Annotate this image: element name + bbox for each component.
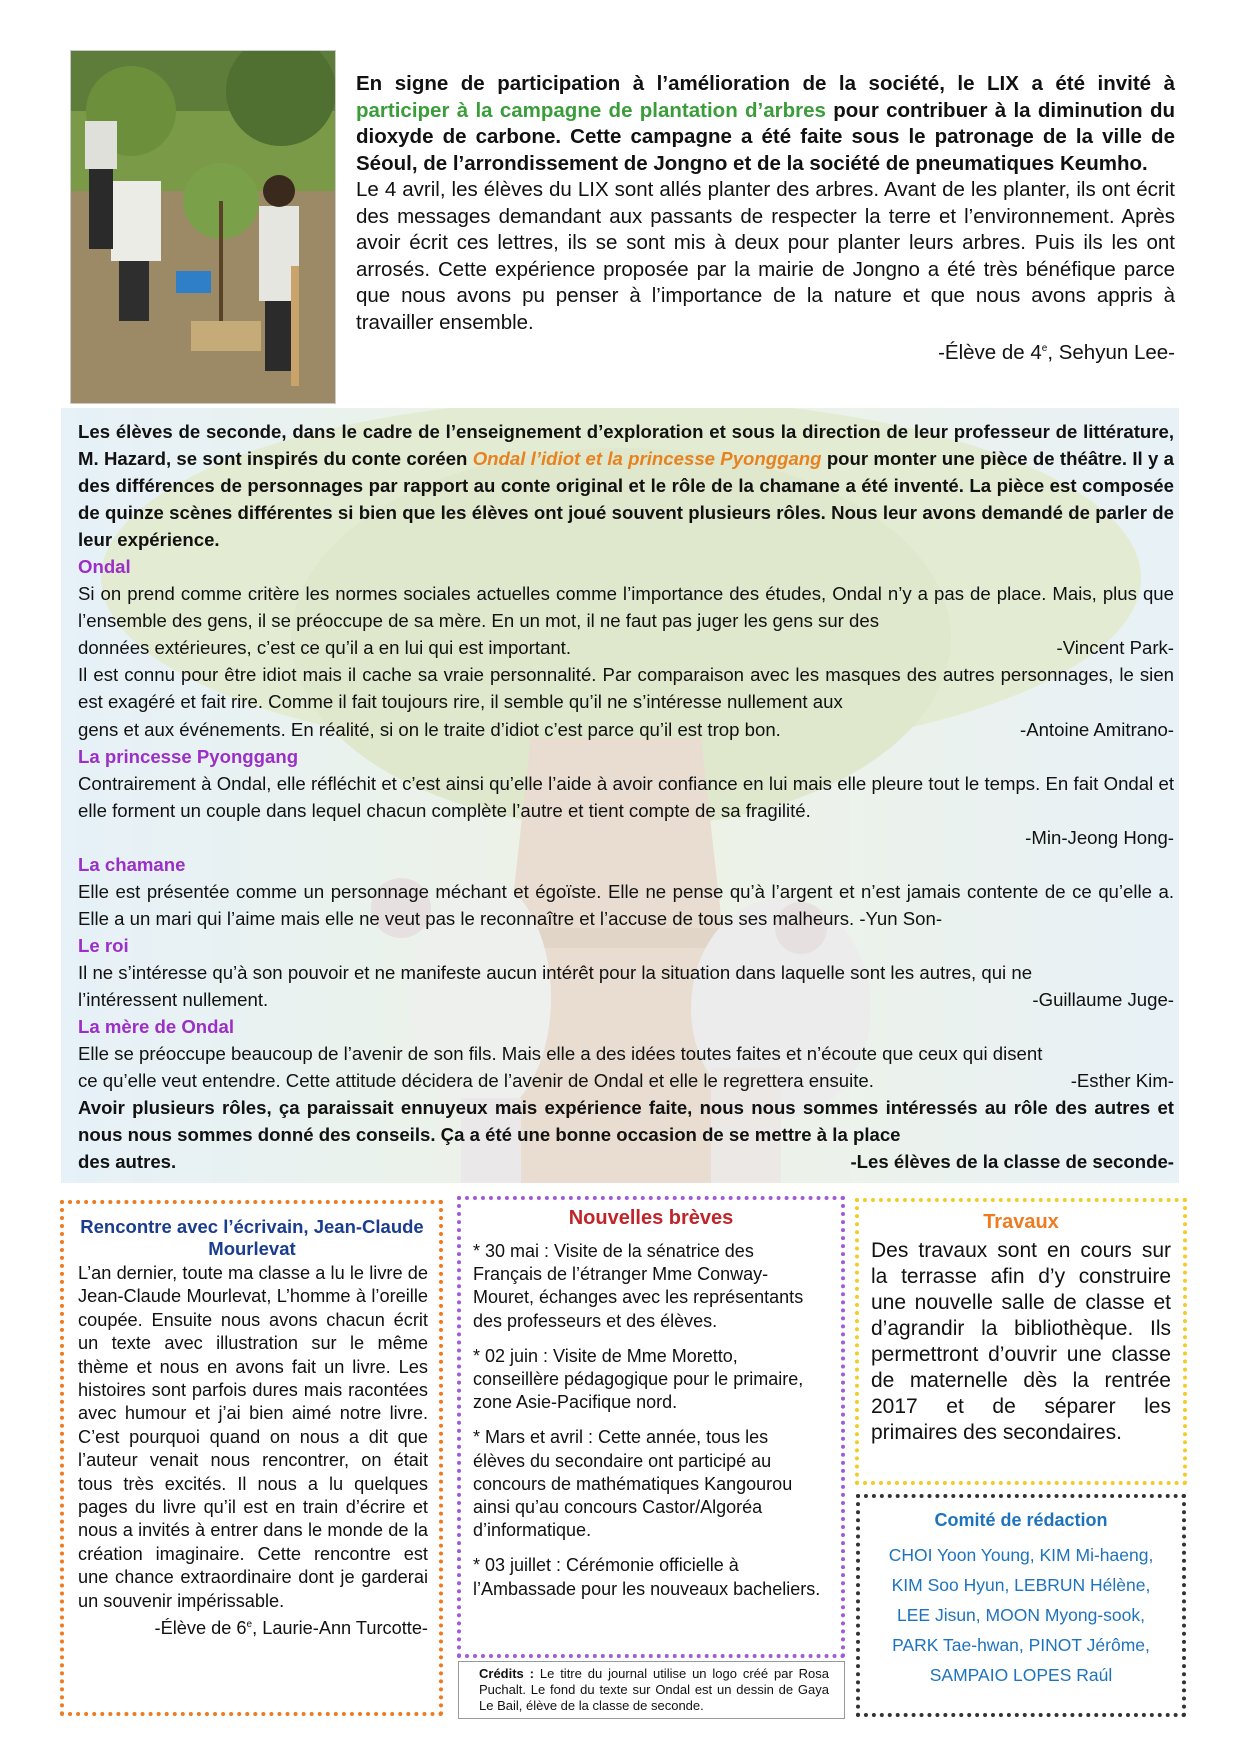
- news-item: * 30 mai : Visite de la sénatrice des Français de l’étranger Mme Conway-Mouret, échanges avec les représentants des professeurs et des élèves.: [473, 1241, 804, 1331]
- ondal-conclusion-last-line: des autres.: [78, 1151, 177, 1173]
- committee-line: LEE Jisun, MOON Myong-sook,: [897, 1605, 1145, 1625]
- ondal-paragraph-1-last-line: données extérieures, c’est ce qu’il a en lui qui est important.: [78, 637, 572, 659]
- princesse-paragraph: Contrairement à Ondal, elle réfléchit et c’est ainsi qu’elle l’aide à avoir confiance en lui mais elle pleure tout le temps. En fait Ondal et elle forment un couple dans lequel chacun complète l’autre et tient compte de sa fragilité.: [78, 772, 1174, 821]
- writer-meeting-body: L’an dernier, toute ma classe a lu le livre de Jean-Claude Mourlevat, L’homme à l’oreille coupée. Ensuite nous avons chacun écrit un texte avec illustration sur le même thème et nous en avons fait un livre. Les histoires sont parfois dures mais racontées avec humour et j’ai bien aimé notre livre. C’est pourquoi quand on nous a dit que l’auteur venait nous rencontrer, on était tous très excités. Il nous a lu quelques pages du livre qu’il est en train d’écrire et nous a invités à entrer dans le monde de la création imaginaire. Cette rencontre est une chance extraordinaire dont je garderai un souvenir impérissable.: [78, 1263, 428, 1611]
- tree-planting-article: [356, 71, 1175, 366]
- writer-meeting-box: [60, 1200, 443, 1716]
- intro-text-2: pour contribuer à la diminution du dioxyde de carbone. Cette campagne a été faite sous le patronage de la ville de Séoul, de l’arrondissement de Jongno et de la société de pneumatiques Keumho.: [356, 98, 1175, 175]
- mere-paragraph: Elle se préoccupe beaucoup de l’avenir de son fils. Mais elle a des idées toutes faites et n’écoute que ceux qui disent: [78, 1043, 1043, 1065]
- signature-prefix: -Élève de 4: [938, 340, 1042, 364]
- credits-text: [479, 1666, 829, 1714]
- committee-line: PARK Tae-hwan, PINOT Jérôme,: [892, 1635, 1150, 1655]
- heading-princesse: La princesse Pyonggang: [78, 745, 299, 767]
- works-box: [855, 1198, 1187, 1485]
- works-title: Travaux: [983, 1211, 1059, 1233]
- signature-guillaume-juge: -Guillaume Juge-: [1032, 988, 1174, 1010]
- signature-min-jeong-hong: -Min-Jeong Hong-: [1025, 826, 1174, 848]
- ondal-paragraph-2-last-line: gens et aux événements. En réalité, si on le traite d’idiot c’est parce qu’il est trop bon.: [78, 718, 781, 740]
- ondal-paragraph-2: Il est connu pour être idiot mais il cache sa vraie personnalité. Par comparaison avec les masques des autres personnages, le sien est exagéré et fait rire. Comme il fait toujours rire, il semble qu’il ne s’intéresse nullement aux: [78, 664, 1174, 713]
- ondal-intro-text-2: pour monter une pièce de théâtre. Il y a des différences de personnages par rapport au conte original et le rôle de la chamane a été inventé. La pièce est composée de quinze scènes différentes si bien que les élèves ont joué souvent plusieurs rôles. Nous leur avons demandé de parler de leur expérience.: [78, 448, 1174, 551]
- intro-highlight: participer à la campagne de plantation d’arbres: [356, 98, 826, 122]
- roi-paragraph-end: [78, 986, 1174, 1013]
- news-item: * 02 juin : Visite de Mme Moretto, conseillère pédagogique pour le primaire, zone Asie-Pacifique nord.: [473, 1345, 804, 1413]
- tree-planting-signature: [356, 336, 1175, 366]
- ondal-conclusion-end: [78, 1148, 1174, 1175]
- tree-planting-photo: [70, 50, 336, 404]
- roi-paragraph: Il ne s’intéresse qu’à son pouvoir et ne manifeste aucun intérêt pour la situation dans laquelle sont les autres, qui ne: [78, 961, 1033, 983]
- intro-text-1: En signe de participation à l’amélioration de la société, le LIX a été invité à: [356, 72, 1175, 95]
- signature-antoine-amitrano: -Antoine Amitrano-: [1020, 718, 1174, 740]
- editorial-committee-title: Comité de rédaction: [934, 1510, 1108, 1530]
- credits-body: Le titre du journal utilise un logo créé par Rosa Puchalt. Le fond du texte sur Ondal est un dessin de Gaya Le Bail, élève de la classe de seconde.: [479, 1666, 830, 1713]
- heading-roi: Le roi: [78, 934, 129, 956]
- committee-line: CHOI Yoon Young, KIM Mi-haeng,: [888, 1545, 1154, 1565]
- ondal-paragraph-1-end: [78, 634, 1174, 661]
- tree-planting-intro: [356, 71, 1175, 177]
- ondal-tale-title: Ondal l’idiot et la princesse Pyonggang: [472, 448, 822, 470]
- writer-meeting-signature: [78, 1613, 428, 1640]
- ondal-conclusion: Avoir plusieurs rôles, ça paraissait ennuyeux mais expérience faite, nous nous sommes intéressés au rôle des autres et nous nous sommes donné des conseils. Ça a été une bonne occasion de se mettre à la place: [78, 1097, 1174, 1146]
- editorial-committee-members: [860, 1540, 1182, 1690]
- meeting-signature-superscript: e: [246, 1619, 253, 1631]
- editorial-committee-box: [856, 1494, 1186, 1717]
- credits-box: [458, 1661, 845, 1719]
- committee-line: SAMPAIO LOPES Raúl: [929, 1665, 1113, 1685]
- tree-planting-body: Le 4 avril, les élèves du LIX sont allés planter des arbres. Avant de les planter, ils ont écrit des messages demandant aux passants de respecter la terre et l’environnement. Après avoir écrit ces lettres, ils se sont mis à deux pour planter leurs arbres. Puis ils les ont arrosés. Cette expérience proposée par la mairie de Jongno a été très bénéfique parce que nous avons pu penser à l’importance de la nature et que nous avons appris à travailler ensemble.: [356, 178, 1175, 334]
- news-item: * Mars et avril : Cette année, tous les élèves du secondaire ont participé au concours de mathématiques Kangourou ainsi qu’au concours Castor/Algoréa d’informatique.: [473, 1427, 793, 1541]
- meeting-signature-prefix: -Élève de 6: [154, 1618, 247, 1639]
- ondal-intro-text-1: Les élèves de seconde, dans le cadre de l’enseignement d’exploration et sous la direction de leur professeur de littérature, M. Hazard, se sont inspirés du conte coréen: [78, 421, 1174, 470]
- roi-paragraph-last-line: l’intéressent nullement.: [78, 988, 269, 1010]
- signature-suffix: , Sehyun Lee-: [1047, 340, 1175, 364]
- heading-ondal: Ondal: [78, 556, 131, 578]
- ondal-intro: [78, 418, 1174, 553]
- ondal-article: [61, 408, 1179, 1183]
- news-box: [457, 1196, 845, 1658]
- news-title: Nouvelles brèves: [568, 1207, 734, 1229]
- chamane-paragraph: Elle est présentée comme un personnage méchant et égoïste. Elle ne pense qu’à l’argent et n’est jamais contente de ce qu’elle a. Elle a un mari qui l’aime mais elle ne veut pas le reconnaître et l’accuse de tous ses malheurs. -Yun Son-: [78, 880, 1174, 929]
- signature-esther-kim: -Esther Kim-: [1070, 1070, 1174, 1092]
- signature-vincent-park: -Vincent Park-: [1056, 637, 1174, 659]
- photo-illustration: [71, 51, 335, 403]
- mere-paragraph-last-line: ce qu’elle veut entendre. Cette attitude décidera de l’avenir de Ondal et elle le regrettera ensuite.: [78, 1070, 874, 1092]
- ondal-paragraph-1: Si on prend comme critère les normes sociales actuelles comme l’importance des études, Ondal n’y a pas de place. Mais, plus que l’ensemble des gens, il se préoccupe de sa mère. En un mot, il ne faut pas juger les gens sur des: [78, 583, 1174, 632]
- ondal-text: [78, 418, 1174, 1175]
- writer-meeting-text: [78, 1262, 428, 1641]
- credits-label: Crédits :: [479, 1666, 534, 1681]
- meeting-signature-suffix: , Laurie-Ann Turcotte-: [252, 1618, 428, 1639]
- heading-chamane: La chamane: [78, 853, 186, 875]
- signature-superscript: e: [1041, 343, 1048, 354]
- committee-line: KIM Soo Hyun, LEBRUN Hélène,: [891, 1575, 1151, 1595]
- works-text: Des travaux sont en cours sur la terrasse afin d’y construire une nouvelle salle de classe et d’agrandir la bibliothèque. Ils permettront d’ouvrir une classe de maternelle dès la rentrée 2017 et de séparer les primaires des secondaires.: [871, 1239, 1171, 1444]
- writer-meeting-title: Rencontre avec l’écrivain, Jean-Claude Mourlevat: [80, 1216, 424, 1259]
- news-item: * 03 juillet : Cérémonie officielle à l’Ambassade pour les nouveaux bacheliers.: [473, 1555, 821, 1599]
- news-list: [473, 1240, 821, 1613]
- heading-mere: La mère de Ondal: [78, 1016, 235, 1038]
- signature-classe-seconde: -Les élèves de la classe de seconde-: [850, 1151, 1174, 1173]
- mere-paragraph-end: [78, 1067, 1174, 1094]
- ondal-paragraph-2-end: [78, 716, 1174, 743]
